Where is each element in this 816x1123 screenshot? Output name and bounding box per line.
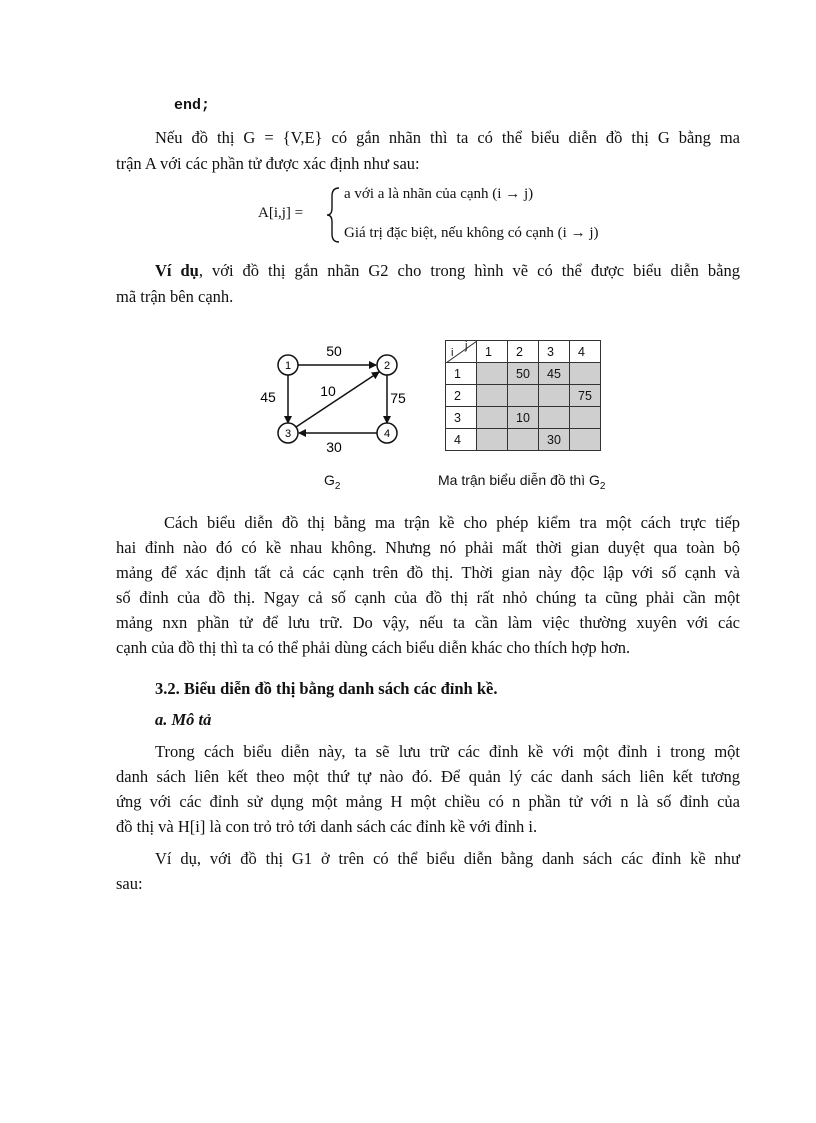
matrix-col-header: 1 [477, 341, 508, 363]
para4-line3: ứng với các đỉnh sử dụng một mảng H một chiều có n phần tử với n là số đỉnh của [116, 792, 740, 811]
matrix-col-header: 4 [570, 341, 601, 363]
matrix-cell: 75 [570, 385, 601, 407]
para3-line3: mảng để xác định tất cả các cạnh trên đồ thị. Thời gian này độc lập với số cạnh và [116, 563, 740, 582]
matrix-col-header: 2 [508, 341, 539, 363]
para3-line4: số đỉnh của đồ thị. Ngay cả số cạnh của đồ thị rất nhỏ chúng ta cũng phải cần một [116, 588, 740, 607]
matrix-cell: 50 [508, 363, 539, 385]
graph-node-2: 2 [383, 360, 391, 372]
matrix-cell [477, 407, 508, 429]
matrix-cell [508, 429, 539, 451]
para3-line5: mảng nxn phần tử để lưu trữ. Do vậy, nếu ta cần làm việc thường xuyên với các [116, 613, 740, 632]
matrix-corner-j: j [465, 340, 468, 352]
matrix-row-header: 4 [446, 429, 477, 451]
edge-label-1-2: 50 [326, 343, 342, 359]
matrix-corner [446, 341, 477, 363]
matrix-cell [570, 407, 601, 429]
para2-line2: mã trận bên cạnh. [116, 287, 234, 306]
matrix-cell: 10 [508, 407, 539, 429]
formula-case2: Giá trị đặc biệt, nếu không có cạnh (i → j) [344, 225, 599, 241]
matrix-corner-i: i [451, 347, 454, 359]
para3-line1: Cách biểu diễn đồ thị bằng ma trận kề cho phép kiểm tra một cách trực tiếp [164, 513, 740, 532]
code-end: end; [174, 97, 211, 114]
matrix-cell [477, 363, 508, 385]
edge-label-3-2: 10 [320, 383, 336, 399]
adjacency-matrix [445, 340, 601, 451]
edge-label-1-3: 45 [260, 389, 276, 405]
matrix-cell [539, 385, 570, 407]
matrix-cell: 30 [539, 429, 570, 451]
matrix-cell [477, 429, 508, 451]
graph-node-4: 4 [383, 428, 391, 440]
matrix-caption-base: Ma trận biểu diễn đồ thì G [438, 472, 600, 488]
section-heading: 3.2. Biểu diễn đồ thị bằng danh sách các đỉnh kề. [155, 679, 498, 698]
edge-label-4-3: 30 [326, 439, 342, 455]
graph-node-1: 1 [284, 360, 292, 372]
matrix-caption-sub: 2 [599, 480, 606, 492]
formula-case1: a với a là nhãn của cạnh (i → j) [344, 186, 534, 202]
matrix-cell [477, 385, 508, 407]
para5-line1: Ví dụ, với đồ thị G1 ở trên có thể biểu diễn bằng danh sách các đỉnh kề như [155, 849, 740, 868]
para2-bold-lead: Ví dụ [155, 261, 199, 280]
para4-line4: đồ thị và H[i] là con trỏ trỏ tới danh sách các đỉnh kề với đỉnh i. [116, 817, 538, 836]
formula-brace [326, 186, 342, 244]
edge-3-2 [296, 372, 379, 427]
para4-line1: Trong cách biểu diễn này, ta sẽ lưu trữ các đỉnh kề với một đỉnh i trong một [155, 742, 740, 761]
para3-line2: hai đỉnh nào đó có kề nhau không. Nhưng nó phải mất thời gian duyệt qua toàn bộ [116, 538, 740, 557]
para4-line2: danh sách liên kết theo một thứ tự nào đó. Để quản lý các danh sách liên kết tương [116, 767, 740, 786]
para3-line6: cạnh của đồ thị thì ta có thể phải dùng cách biểu diễn khác cho thích hợp hơn. [116, 638, 631, 657]
graph-node-3: 3 [284, 428, 292, 440]
graph-caption-sub: 2 [334, 480, 341, 492]
para1-line1: Nếu đồ thị G = {V,E} có gắn nhãn thì ta có thể biểu diễn đồ thị G bằng ma [155, 128, 740, 147]
graph-caption [324, 472, 340, 492]
matrix-row-header: 1 [446, 363, 477, 385]
matrix-cell [508, 385, 539, 407]
matrix-row-header: 2 [446, 385, 477, 407]
matrix-caption [438, 472, 605, 492]
sub-heading: a. Mô tả [155, 710, 212, 729]
matrix-row-header: 3 [446, 407, 477, 429]
graph-g2 [250, 335, 420, 465]
formula-lhs: A[i,j] = [258, 205, 304, 221]
para2-line1 [155, 261, 740, 281]
matrix-cell: 45 [539, 363, 570, 385]
para5-line2: sau: [116, 874, 143, 893]
matrix-col-header: 3 [539, 341, 570, 363]
para2-line1-rest: , với đồ thị gắn nhãn G2 cho trong hình vẽ có thể được biểu diễn bằng [198, 261, 740, 280]
matrix-cell [539, 407, 570, 429]
graph-caption-base: G [324, 472, 335, 488]
edge-label-2-4: 75 [390, 390, 406, 406]
matrix-cell [570, 363, 601, 385]
matrix-cell [570, 429, 601, 451]
para1-line2: trận A với các phần tử được xác định như sau: [116, 154, 420, 173]
